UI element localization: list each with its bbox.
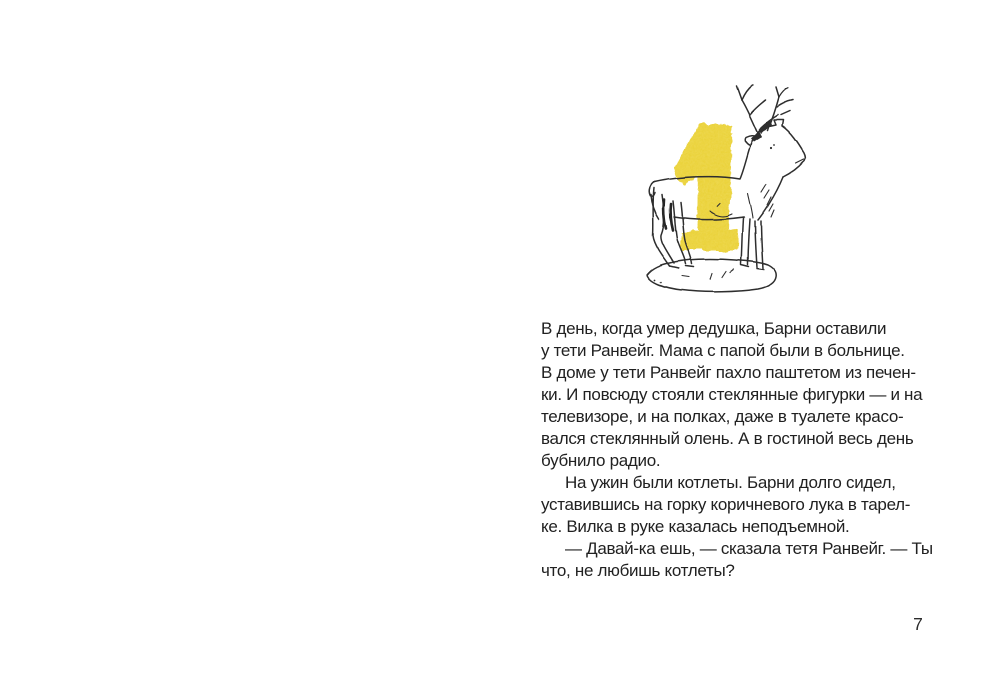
body-text: [541, 318, 951, 582]
body-text-line: уставившись на горку коричневого лука в тарел-: [541, 495, 911, 514]
body-text-line: у тети Ранвейг. Мама с папой были в больнице.: [541, 341, 905, 360]
body-text-line: — Давай-ка ешь, — сказала тетя Ранвейг. — Ты: [565, 539, 933, 558]
deer-head: [751, 120, 805, 177]
body-text-line: телевизоре, и на полках, даже в туалете красо-: [541, 407, 904, 426]
front-leg: [741, 218, 743, 264]
body-text-line: бубнило радио.: [541, 451, 661, 470]
deer-antlers: [737, 85, 793, 134]
body-text-line: На ужин были котлеты. Барни долго сидел,: [565, 473, 896, 492]
body-text-line: В день, когда умер дедушка, Барни оставили: [541, 319, 887, 338]
body-text-line: что, не любишь котлеты?: [541, 561, 735, 580]
body-text-line: В доме у тети Ранвейг пахло паштетом из печен-: [541, 363, 916, 382]
chapter-illustration: [640, 80, 810, 302]
front-leg: [755, 221, 757, 268]
body-text-line: вался стеклянный олень. А в гостиной весь день: [541, 429, 914, 448]
body-text-line: ке. Вилка в руке казалась неподъемной.: [541, 517, 850, 536]
deer-eye: [770, 147, 772, 149]
shoulder-line: [748, 193, 753, 218]
body-text-line: ки. И повсюду стояли стеклянные фигурки — и на: [541, 385, 923, 404]
page-number: 7: [913, 614, 923, 634]
